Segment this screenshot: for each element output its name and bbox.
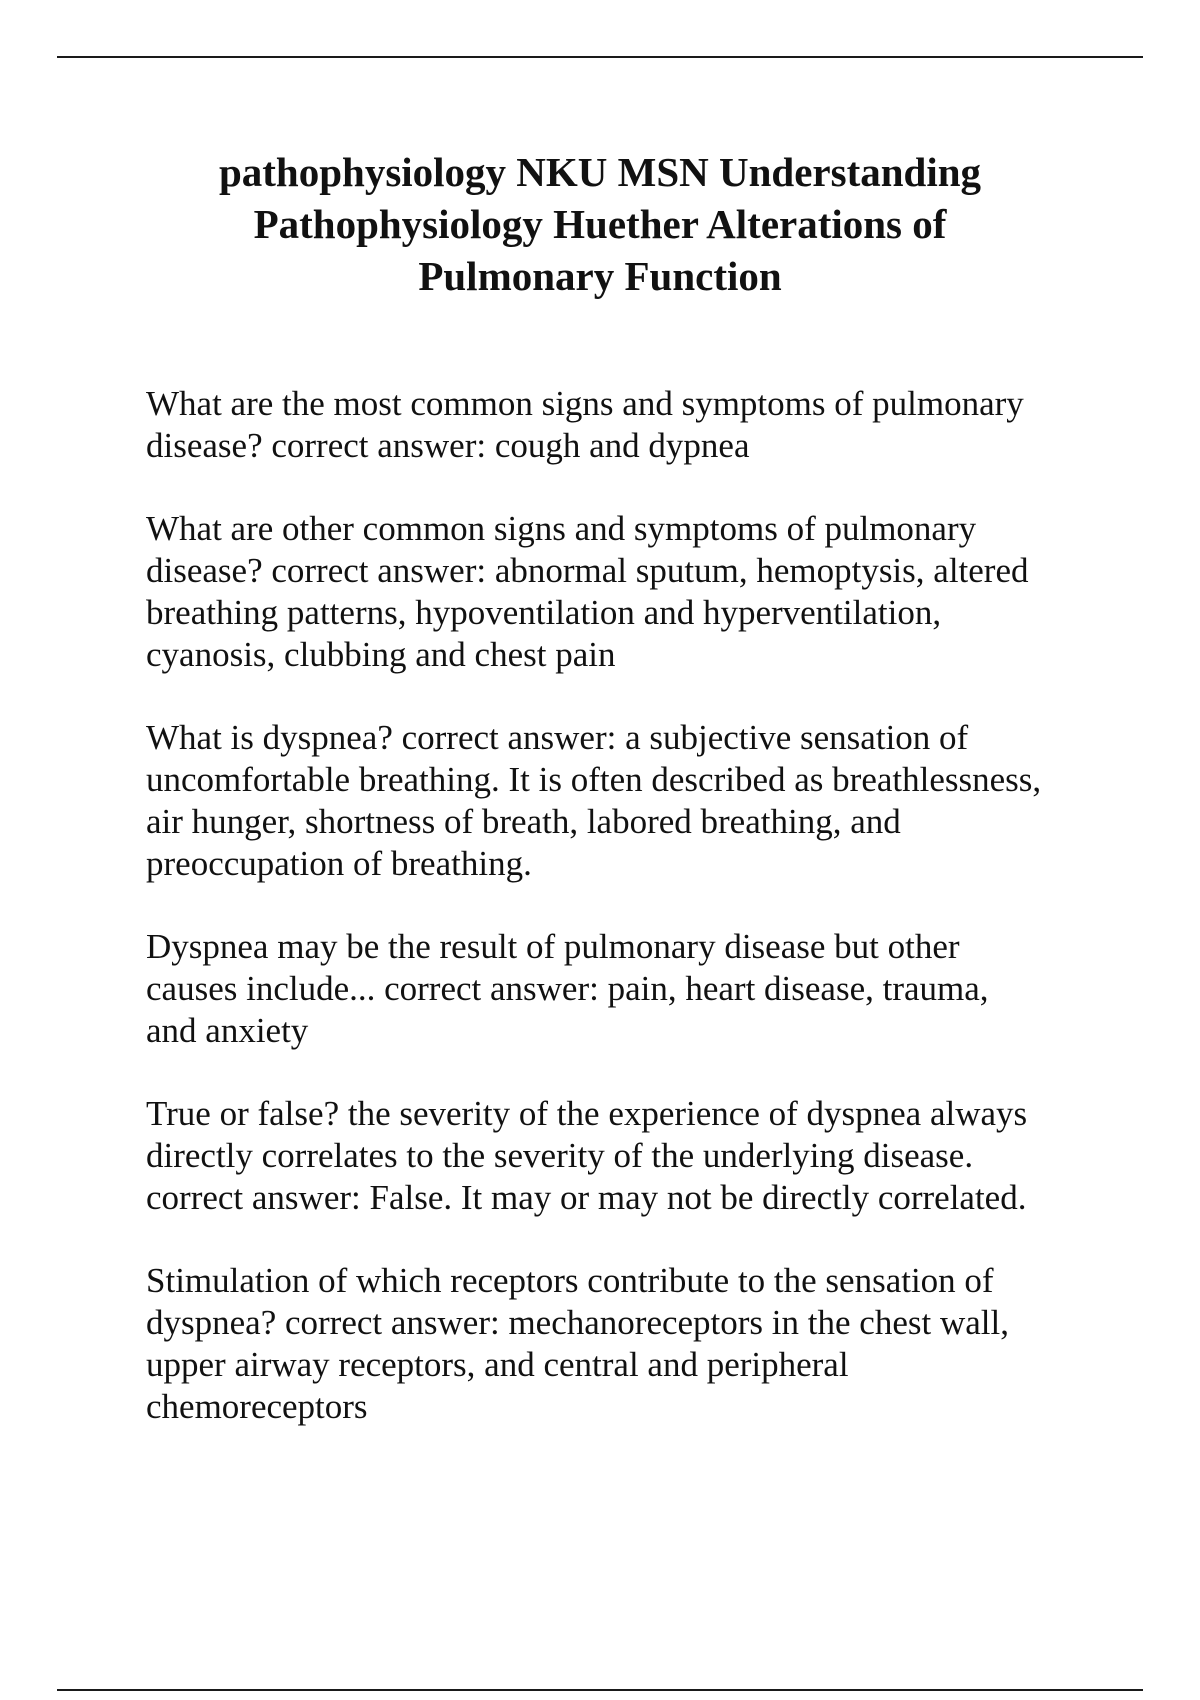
qa-item: What is dyspnea? correct answer: a subjective sensation of uncomfortable breathing. It is often described as breathlessness, air hunger, shortness of breath, labored breathing, and preoccupation of breathing.: [146, 718, 1042, 883]
bottom-divider: [57, 1689, 1143, 1691]
qa-item: Dyspnea may be the result of pulmonary disease but other causes include... correct answer: pain, heart disease, trauma, and anxiety: [146, 927, 989, 1050]
top-divider: [57, 56, 1143, 58]
qa-item: What are the most common signs and symptoms of pulmonary disease? correct answer: cough and dypnea: [146, 384, 1024, 465]
qa-item: Stimulation of which receptors contribute to the sensation of dyspnea? correct answer: mechanoreceptors in the chest wall, upper airway receptors, and central and peripheral chemoreceptors: [146, 1261, 1009, 1426]
qa-list: [146, 383, 1086, 1469]
qa-item: True or false? the severity of the experience of dyspnea always directly correlates to the severity of the underlying disease. correct answer: False. It may or may not be directly correlated.: [146, 1094, 1028, 1217]
qa-item: What are other common signs and symptoms of pulmonary disease? correct answer: abnormal sputum, hemoptysis, altered breathing patterns, hypoventilation and hyperventilation, cyanosis, clubbing and chest pain: [146, 509, 1029, 674]
document-title: pathophysiology NKU MSN Understanding Pathophysiology Huether Alterations of Pulmonary Function: [218, 149, 982, 299]
